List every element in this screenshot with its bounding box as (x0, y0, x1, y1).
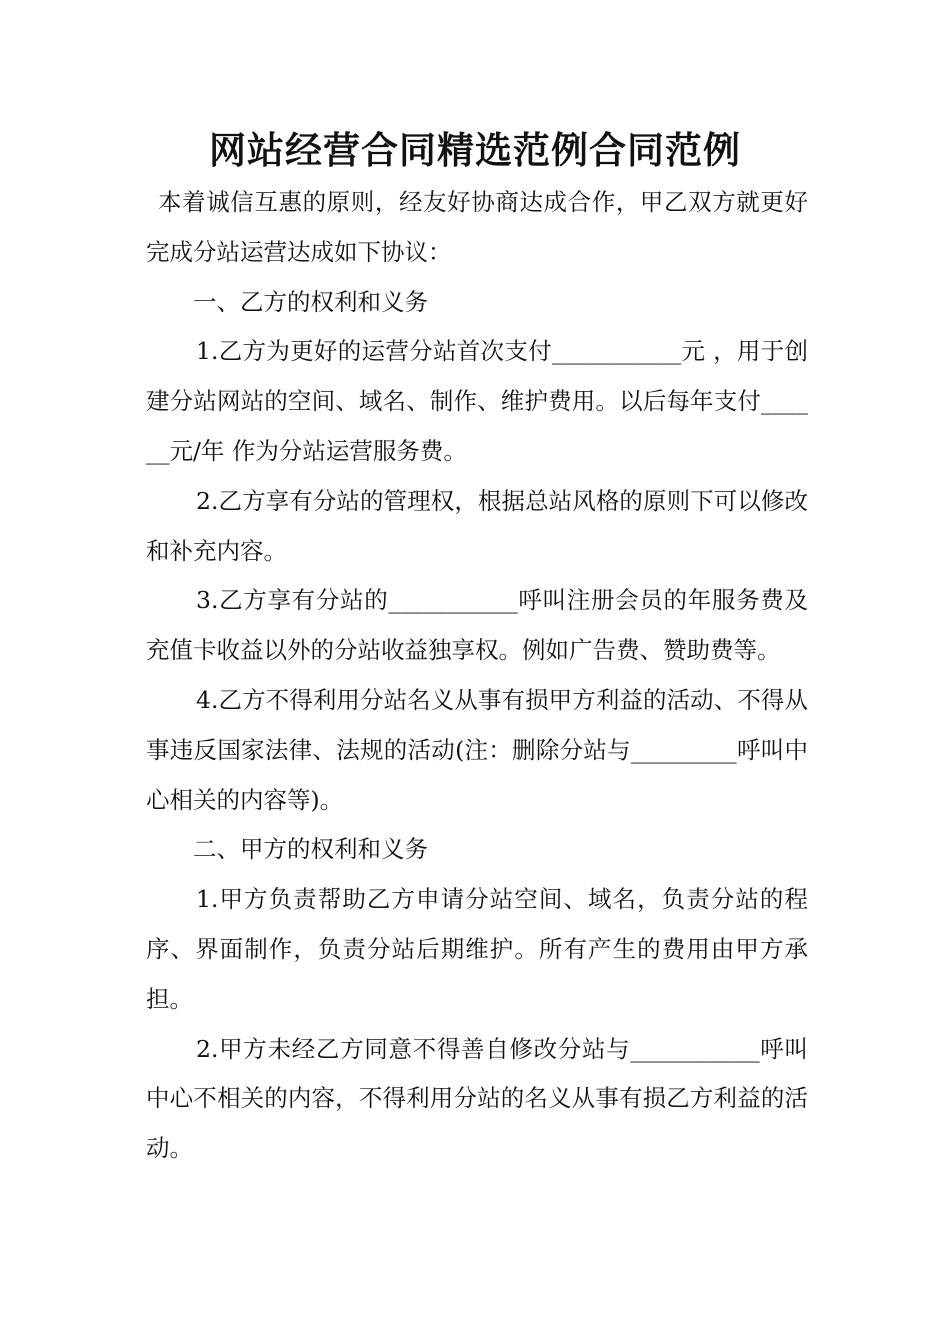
clause-a-2: 2.甲方未经乙方同意不得善自修改分站与___________呼叫中心不相关的内容，不得利用分站的名义从事有损乙方利益的活动。 (146, 1034, 808, 1163)
section-heading-party-a: 二、甲方的权利和义务 (193, 835, 428, 864)
clause-b-2: 2.乙方享有分站的管理权，根据总站风格的原则下可以修改和补充内容。 (146, 486, 808, 565)
document-body (146, 178, 808, 1174)
clause-b-1: 1.乙方为更好的运营分站首次支付___________元 ，用于创建分站网站的空间、域名、制作、维护费用。以后每年支付______元/年 作为分站运营服务费。 (146, 337, 808, 465)
section-heading-party-b: 一、乙方的权利和义务 (193, 287, 428, 316)
paragraph-intro: 本着诚信互惠的原则，经友好协商达成合作，甲乙双方就更好完成分站运营达成如下协议： (146, 188, 808, 266)
clause-a-1: 1.甲方负责帮助乙方申请分站空间、域名，负责分站的程序、界面制作，负责分站后期维护。所有产生的费用由甲方承担。 (146, 885, 808, 1013)
clause-b-4: 4.乙方不得利用分站名义从事有损甲方利益的活动、不得从事违反国家法律、法规的活动(注：删除分站与_________呼叫中心相关的内容等)。 (146, 685, 808, 814)
document-title: 网站经营合同精选范例合同范例 (209, 128, 741, 172)
clause-b-3: 3.乙方享有分站的___________呼叫注册会员的年服务费及充值卡收益以外的分站收益独享权。例如广告费、赞助费等。 (146, 586, 808, 665)
